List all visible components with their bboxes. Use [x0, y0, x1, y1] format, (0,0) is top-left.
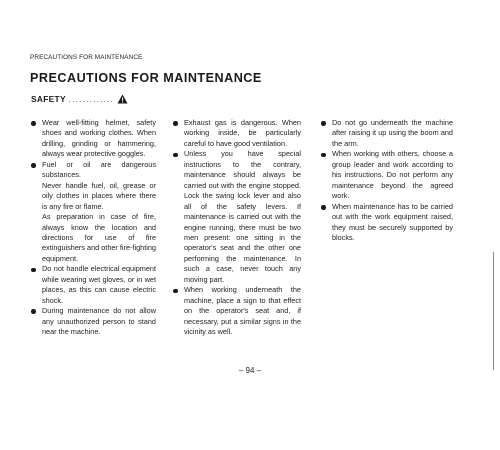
safety-bullet-item [30, 160, 156, 265]
bullet-paragraph: Do not handle electrical equipment while wearing wet gloves, or in wet places, as this can cause electric shock. [42, 264, 156, 305]
column-3 [320, 118, 453, 243]
bullet-paragraph: When working with others, choose a group leader and work according to his instructions. Do not perform any maintenance beyond the agreed work. [332, 149, 453, 201]
bullet-dot-icon [321, 121, 326, 126]
bullet-paragraph: Unless you have special instructions to the contrary, maintenance should always be carried out with the engine stopped. Lock the swing lock lever and also all of the safety levers. If maintenance is carried out with the engine running, there must be two men present: one sitting in the operator's seat and the other one performing the maintenance. In such a case, never touch any moving part. [184, 149, 301, 284]
running-head: PRECAUTIONS FOR MAINTENANCE [30, 54, 143, 61]
section-heading [31, 94, 128, 104]
bullet-dot-icon [173, 153, 178, 158]
safety-bullet-item [320, 149, 453, 201]
safety-bullet-item [30, 118, 156, 160]
safety-bullet-item [320, 118, 453, 149]
bullet-paragraph: Do not go underneath the machine after raising it up using the boom and the arm. [332, 118, 453, 148]
page-title: PRECAUTIONS FOR MAINTENANCE [30, 71, 262, 85]
column-2 [172, 118, 301, 338]
bullet-dot-icon [31, 309, 36, 314]
bullet-dot-icon [31, 268, 36, 273]
safety-bullet-item [172, 118, 301, 149]
bullet-paragraph: Wear well-fitting helmet, safety shoes and working clothes. When drilling, grinding or hammering, always wear protective goggles. [42, 118, 156, 159]
bullet-paragraph: When maintenance has to be carried out with the work equipment raised, they must be securely supported by blocks. [332, 201, 453, 242]
bullet-dot-icon [321, 205, 326, 210]
safety-bullet-item [30, 264, 156, 306]
section-leader-dots: ............. [68, 94, 115, 104]
bullet-dot-icon [173, 289, 178, 294]
page-edge-line [493, 252, 494, 370]
bullet-dot-icon [31, 121, 36, 126]
bullet-dot-icon [321, 153, 326, 158]
safety-bullet-item [172, 149, 301, 285]
safety-bullet-item [320, 202, 453, 244]
bullet-paragraph: When working underneath the machine, place a sign to that effect on the operator's seat and, if necessary, put a similar signs in the vicinity as well. [184, 285, 301, 337]
bullet-paragraph: Never handle fuel, oil, grease or oily clothes in places where there is any fire or flame. [42, 180, 156, 211]
bullet-paragraph: During maintenance do not allow any unauthorized person to stand near the machine. [42, 306, 156, 337]
bullet-paragraph: Exhaust gas is dangerous. When working inside, be particularly careful to have good ventilation. [184, 118, 301, 148]
safety-bullet-item [30, 306, 156, 337]
section-label: SAFETY [31, 94, 66, 104]
safety-bullet-item [172, 285, 301, 337]
bullet-paragraph: Fuel or oil are dangerous substances. [42, 159, 156, 180]
bullet-paragraph: As preparation in case of fire, always know the location and directions for use of fire extinguishers and other fire-fighting equipment. [42, 212, 156, 263]
page-number: – 94 – [238, 366, 262, 375]
bullet-dot-icon [31, 163, 36, 168]
column-1 [30, 118, 156, 338]
warning-triangle-icon [117, 94, 128, 104]
bullet-dot-icon [173, 121, 178, 126]
